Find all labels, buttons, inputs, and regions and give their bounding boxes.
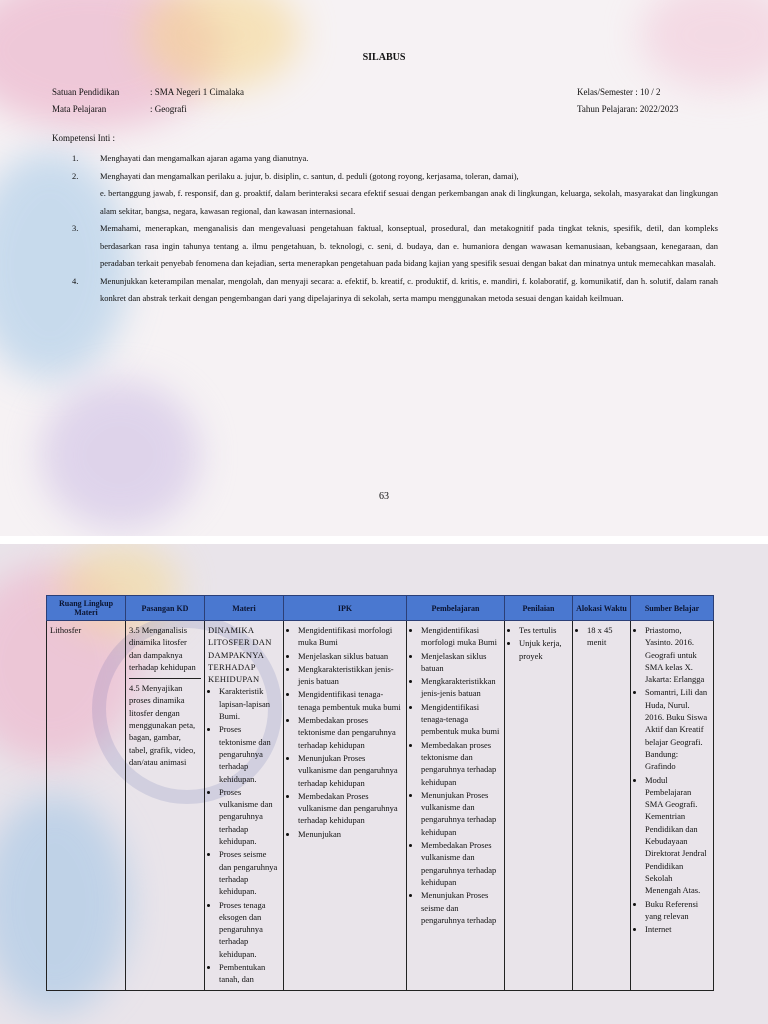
list-item: • Pembentukan tanah, dan: [219, 961, 280, 986]
kd-cell: [126, 621, 205, 991]
column-header: Penilaian: [505, 596, 573, 621]
list-item: • Unjuk kerja, proyek: [519, 637, 569, 662]
column-header: Sumber Belajar: [631, 596, 714, 621]
list-item: • Mengkarakteristikkan jenis-jenis batuan: [298, 663, 403, 688]
kompetensi-inti-label: Kompetensi Inti :: [52, 133, 115, 143]
ki-text: Menghayati dan mengamalkan ajaran agama yang dianutnya.: [100, 153, 309, 163]
ki-text: Menunjukkan keterampilan menalar, mengolah, dan menyaji secara: a. efektif, b. kreatif, c. produktif, d. kritis, e. mandiri, f. kolaboratif, g. komunikatif, dan h. solutif, dalam ranah konkret dan abstrak terkait dengan pengembangan dari yang dipelajarinya di sekolah, serta mampu menggunakan metoda sesuai dengan kaidah keilmuan.: [100, 275, 718, 303]
ki-number: 3.: [72, 223, 79, 233]
ipk-list: [287, 624, 403, 840]
kelas-semester: Kelas/Semester : 10 / 2: [577, 87, 661, 97]
materi-list: [208, 685, 280, 985]
list-item: • Mengidentifikasi tenaga-tenaga pembentuk muka bumi: [421, 701, 501, 738]
silabus-table: [46, 595, 714, 991]
list-item: • Menjelaskan siklus batuan: [298, 650, 403, 662]
kompetensi-inti-item: [52, 220, 718, 273]
column-header: Materi: [205, 596, 284, 621]
column-header: Ruang Lingkup Materi: [47, 596, 126, 621]
materi-title: DINAMIKA LITOSFER DAN DAMPAKNYA TERHADAP KEHIDUPAN: [208, 625, 272, 685]
list-item: • Menjelaskan siklus batuan: [421, 650, 501, 675]
list-item: • Proses seisme dan pengaruhnya terhadap kehidupan.: [219, 848, 280, 897]
table-row: [47, 621, 714, 991]
list-item: • Internet: [645, 923, 710, 935]
ki-number: 4.: [72, 275, 79, 286]
ki-text: Menghayati dan mengamalkan perilaku a. jujur, b. disiplin, c. santun, d. peduli (gotong royong, kerjasama, toleran, damai),: [100, 170, 519, 181]
mapel-label: Mata Pelajaran: [52, 104, 107, 114]
alokasi-cell: [573, 621, 631, 991]
list-item: • Membedakan proses tektonisme dan pengaruhnya terhadap kehidupan: [421, 739, 501, 788]
list-item: • Proses tenaga eksogen dan pengaruhnya terhadap kehidupan.: [219, 899, 280, 960]
sumber-cell: [631, 621, 714, 991]
kompetensi-inti-list: [52, 150, 718, 308]
list-item: • 18 x 45 menit: [587, 624, 627, 649]
column-header: Pembelajaran: [407, 596, 505, 621]
list-item: • Proses vulkanisme dan pengaruhnya terhadap kehidupan.: [219, 786, 280, 847]
list-item: • Proses tektonisme dan pengaruhnya terhadap kehidupan.: [219, 723, 280, 784]
watercolor-decoration: [640, 0, 768, 90]
satuan-value: : SMA Negeri 1 Cimalaka: [150, 87, 244, 97]
list-item: • Karakteristik lapisan-lapisan Bumi.: [219, 685, 280, 722]
satuan-label: Satuan Pendidikan: [52, 87, 120, 97]
list-item: • Mengidentifikasi tenaga-tenaga pembentuk muka bumi: [298, 688, 403, 713]
column-header: IPK: [284, 596, 407, 621]
list-item: • Tes tertulis: [519, 624, 569, 636]
kompetensi-inti-item: [52, 273, 718, 308]
list-item: • Priastomo, Yasinto. 2016. Geografi untuk SMA kelas X. Jakarta: Erlangga: [645, 624, 710, 685]
list-item: • Membedakan Proses vulkanisme dan pengaruhnya terhadap kehidupan: [421, 839, 501, 888]
tahun-pelajaran: Tahun Pelajaran: 2022/2023: [577, 104, 679, 114]
list-item: • Menunjukan Proses vulkanisme dan pengaruhnya terhadap kehidupan: [421, 789, 501, 838]
document-title: SILABUS: [362, 52, 406, 63]
list-item: • Menunjukan Proses vulkanisme dan pengaruhnya terhadap kehidupan: [298, 752, 403, 789]
list-item: • Menunjukan: [298, 828, 403, 840]
pembelajaran-list: [410, 624, 501, 926]
document-page-2: [0, 544, 768, 1024]
ki-number: 1.: [72, 153, 79, 163]
kompetensi-inti-item: [52, 168, 718, 221]
ki-number: 2.: [72, 170, 79, 181]
list-item: • Menunjukan Proses seisme dan pengaruhnya terhadap: [421, 889, 501, 926]
alokasi-list: [576, 624, 627, 649]
list-item: • Buku Referensi yang relevan: [645, 898, 710, 923]
kd-item: 4.5 Menyajikan proses dinamika litosfer dengan menggunakan peta, bagan, gambar, tabel, grafik, video, dan/atau animasi: [129, 678, 201, 770]
materi-cell: [205, 621, 284, 991]
pembelajaran-cell: [407, 621, 505, 991]
watercolor-decoration: [40, 380, 200, 530]
list-item: • Mengidentifikasi morfologi muka Bumi: [421, 624, 501, 649]
ruang-lingkup-cell: Lithosfer: [47, 621, 126, 991]
sumber-list: [634, 624, 710, 935]
mapel-value: : Geografi: [150, 104, 187, 114]
list-item: • Mengkarakteristikkan jenis-jenis batuan: [421, 675, 501, 700]
list-item: • Mengidentifikasi morfologi muka Bumi: [298, 624, 403, 649]
kd-item: 3.5 Menganalisis dinamika litosfer dan dampaknya terhadap kehidupan: [129, 625, 196, 672]
table-header-row: [47, 596, 714, 621]
list-item: • Somantri, Lili dan Huda, Nurul. 2016. Buku Siswa Aktif dan Kreatif belajar Geografi. Bandung: Grafindo: [645, 686, 710, 772]
list-item: • Membedakan proses tektonisme dan pengaruhnya terhadap kehidupan: [298, 714, 403, 751]
penilaian-list: [508, 624, 569, 662]
page-number: 63: [379, 491, 389, 502]
list-item: • Membedakan Proses vulkanisme dan pengaruhnya terhadap kehidupan: [298, 790, 403, 827]
penilaian-cell: [505, 621, 573, 991]
ki-text: Memahami, menerapkan, menganalisis dan mengevaluasi pengetahuan faktual, konseptual, prosedural, dan metakognitif pada tingkat teknis, spesifik, detil, dan kompleks berdasarkan rasa ingin tahunya tentang a. ilmu pengetahuan, b. teknologi, c. seni, d. budaya, dan e. humaniora dengan wawasan kemanusiaan, kebangsaan, kenegaraan, dan peradaban terkait penyebab fenomena dan kejadian, serta menerapkan pengetahuan pada bidang kajian yang spesifik sesuai dengan bakat dan minatnya untuk memecahkan masalah.: [100, 223, 718, 268]
kompetensi-inti-item: [52, 150, 718, 168]
ipk-cell: [284, 621, 407, 991]
column-header: Pasangan KD: [126, 596, 205, 621]
column-header: Alokasi Waktu: [573, 596, 631, 621]
ki-text-continued: e. bertanggung jawab, f. responsif, dan g. proaktif, dalam berinteraksi secara efektif sesuai dengan perkembangan anak di lingkungan, keluarga, sekolah, masyarakat dan lingkungan alam sekitar, bangsa, negara, kawasan regional, dan kawasan internasional.: [100, 188, 718, 216]
list-item: • Modul Pembelajaran SMA Geografi. Kementrian Pendidikan dan Kebudayaan Direktorat Jendral Pendidikan Sekolah Menengah Atas.: [645, 774, 710, 897]
